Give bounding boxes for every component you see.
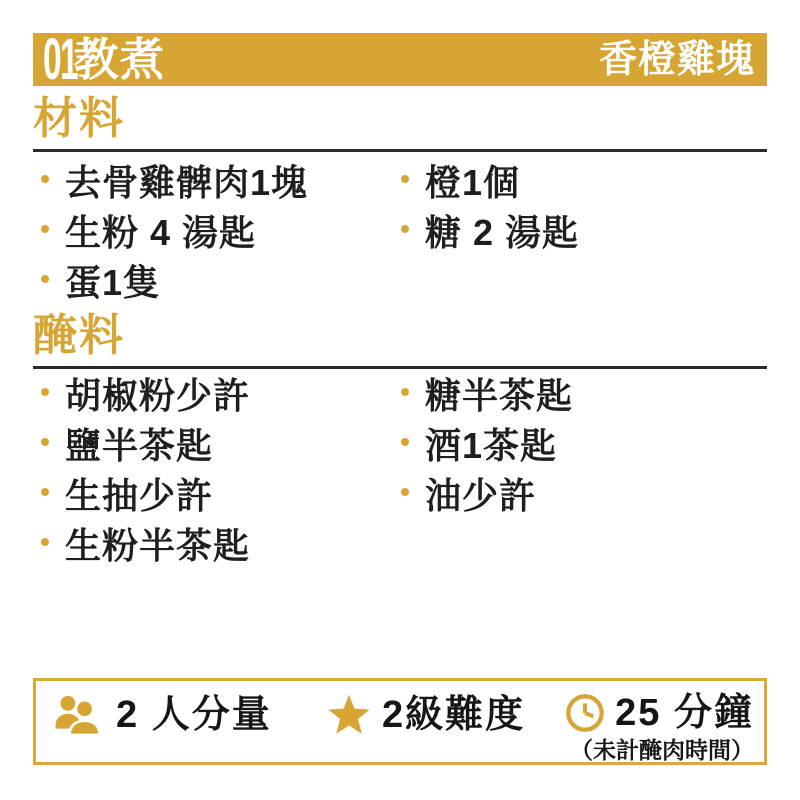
ingredients-column-left xyxy=(33,158,393,308)
marinade-list xyxy=(33,371,767,571)
list-item xyxy=(393,158,767,208)
item-text: 鹽半茶匙 xyxy=(65,425,214,466)
item-text: 生粉半茶匙 xyxy=(65,525,251,566)
servings-info xyxy=(54,693,272,737)
list-item xyxy=(33,521,393,571)
item-text: 油少許 xyxy=(425,475,537,516)
item-text: 生粉 4 湯匙 xyxy=(65,212,257,253)
list-item xyxy=(33,158,393,208)
header-bar xyxy=(33,26,767,92)
bullet-icon xyxy=(401,175,409,183)
time-info xyxy=(565,691,754,763)
ingredients-column-right xyxy=(393,158,767,308)
bullet-icon xyxy=(41,538,49,546)
bullet-icon xyxy=(401,488,409,496)
bullet-icon xyxy=(41,438,49,446)
list-item xyxy=(33,471,393,521)
people-icon xyxy=(54,694,104,736)
section-title-ingredients: 材料 xyxy=(33,94,125,143)
bullet-icon xyxy=(41,225,49,233)
bullet-icon xyxy=(41,275,49,283)
bullet-icon xyxy=(41,388,49,396)
clock-icon xyxy=(565,693,605,733)
ingredients-list xyxy=(33,158,767,308)
bullet-icon xyxy=(401,225,409,233)
list-item xyxy=(33,371,393,421)
brand-name: 教煮 xyxy=(73,33,166,85)
item-text: 橙1個 xyxy=(425,162,521,203)
bullet-icon xyxy=(41,488,49,496)
marinade-column-right xyxy=(393,371,767,571)
item-text: 蛋1隻 xyxy=(65,262,161,303)
list-item xyxy=(33,258,393,308)
brand-number: 01 xyxy=(43,26,77,92)
list-item xyxy=(393,371,767,421)
item-text: 胡椒粉少許 xyxy=(65,375,251,416)
item-text: 去骨雞髀肉1塊 xyxy=(65,162,309,203)
list-item xyxy=(393,208,767,258)
star-icon xyxy=(326,693,372,737)
list-item xyxy=(33,208,393,258)
list-item xyxy=(393,421,767,471)
difficulty-info xyxy=(326,693,525,737)
section-divider xyxy=(33,149,767,152)
brand-logo xyxy=(43,26,166,92)
info-box xyxy=(33,678,767,765)
time-label: 25 分鐘 xyxy=(615,692,754,734)
item-text: 糖 2 湯匙 xyxy=(425,212,580,253)
item-text: 酒1茶匙 xyxy=(425,425,558,466)
item-text: 糖半茶匙 xyxy=(425,375,574,416)
list-item xyxy=(393,471,767,521)
bullet-icon xyxy=(401,438,409,446)
recipe-title: 香橙雞塊 xyxy=(598,38,755,81)
section-title-marinade: 醃料 xyxy=(33,311,125,360)
section-divider xyxy=(33,366,767,369)
bullet-icon xyxy=(401,388,409,396)
list-item xyxy=(33,421,393,471)
item-text: 生抽少許 xyxy=(65,475,214,516)
content xyxy=(33,85,767,571)
time-note: （未計醃肉時間） xyxy=(570,737,754,763)
difficulty-label: 2級難度 xyxy=(382,694,526,736)
servings-label: 2 人分量 xyxy=(116,694,272,736)
time-row xyxy=(565,691,754,735)
bullet-icon xyxy=(41,175,49,183)
marinade-column-left xyxy=(33,371,393,571)
